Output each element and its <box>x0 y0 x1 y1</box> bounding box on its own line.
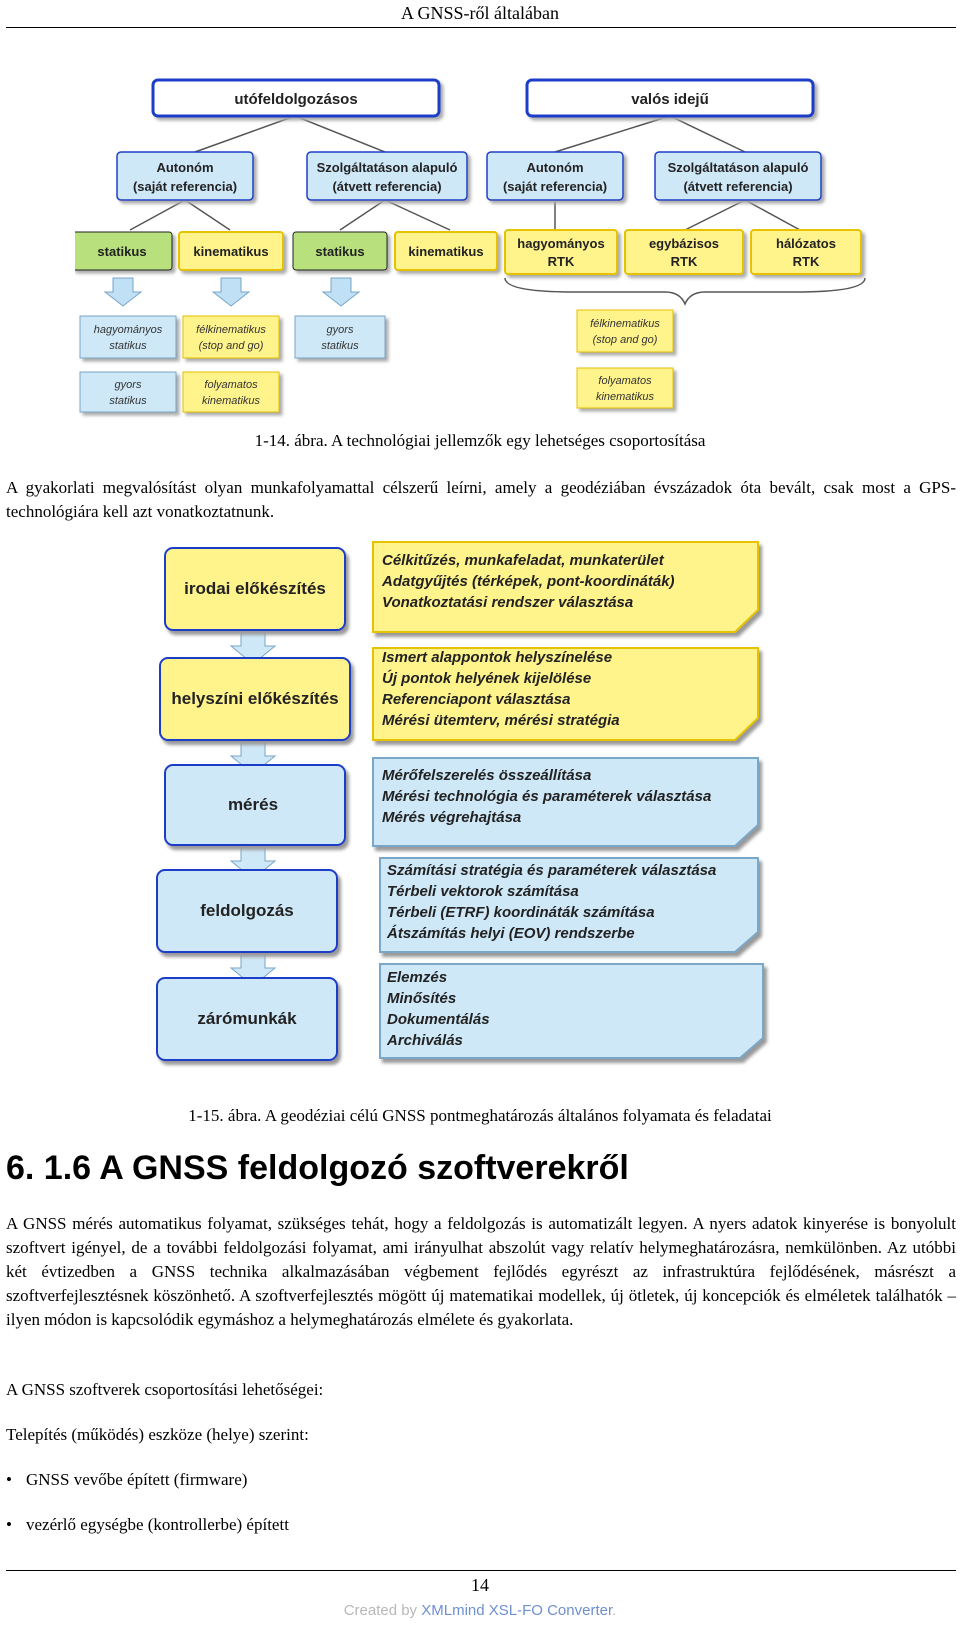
top-right-label: valós idejű <box>631 91 709 108</box>
svg-text:Vonatkoztatási rendszer válasz: Vonatkoztatási rendszer választása <box>382 594 634 611</box>
figure-15-caption: 1-15. ábra. A geodéziai célú GNSS pontmeghatározás általános folyamata és feladatai <box>188 1106 772 1125</box>
svg-text:Átszámítás helyi (EOV) rendsze: Átszámítás helyi (EOV) rendszerbe <box>387 925 635 942</box>
body-paragraph-3: Telepítés (működés) eszköze (helye) szerint: <box>6 1425 309 1444</box>
svg-text:kinematikus: kinematikus <box>595 391 655 403</box>
mid-box-1 <box>117 152 253 200</box>
svg-text:statikus: statikus <box>321 340 359 352</box>
connector-lines <box>130 116 865 304</box>
running-header: A GNSS-ről általában <box>401 3 559 23</box>
svg-text:Célkitűzés, munkafeladat, munk: Célkitűzés, munkafeladat, munkaterület <box>382 552 664 569</box>
svg-text:kinematikus: kinematikus <box>193 244 269 259</box>
step-feldolgozas <box>157 870 337 952</box>
step-zaromunkak <box>157 978 337 1060</box>
svg-text:(saját referencia): (saját referencia) <box>132 179 238 194</box>
figure-technology-diagram <box>75 70 895 420</box>
sub-b2 <box>183 372 279 412</box>
tech-statikus-1 <box>75 232 172 270</box>
svg-text:Mérőfelszerelés összeállítása: Mérőfelszerelés összeállítása <box>382 767 592 784</box>
header-rule <box>6 27 956 28</box>
bullet-icon: • <box>6 1515 12 1534</box>
svg-text:Adatgyűjtés (térképek, pont-ko: Adatgyűjtés (térképek, pont-koordináták) <box>382 573 675 590</box>
svg-text:Referenciapont választása: Referenciapont választása <box>382 691 571 708</box>
tech-statikus-2 <box>293 232 387 270</box>
sub-c1 <box>295 316 385 358</box>
tech-halozatos-rtk <box>751 230 861 274</box>
step-helyszini <box>160 658 350 740</box>
top-box-left <box>153 80 439 116</box>
svg-text:helyszíni előkészítés: helyszíni előkészítés <box>171 689 339 708</box>
tech-egybazisos-rtk <box>625 230 743 274</box>
svg-text:Számítási stratégia és paramét: Számítási stratégia és paraméterek választása <box>387 862 717 879</box>
sub-a2 <box>80 372 176 412</box>
down-arrows <box>105 278 359 306</box>
task-note-5 <box>380 964 763 1058</box>
page-number: 14 <box>471 1575 489 1595</box>
svg-text:Térbeli (ETRF) koordináták szá: Térbeli (ETRF) koordináták számítása <box>387 904 655 921</box>
svg-text:folyamatos: folyamatos <box>204 379 258 391</box>
svg-text:mérés: mérés <box>227 795 279 814</box>
svg-text:folyamatos: folyamatos <box>598 375 652 387</box>
svg-text:Dokumentálás: Dokumentálás <box>387 1011 490 1028</box>
svg-text:gyors: gyors <box>326 324 354 336</box>
task-note-4 <box>380 858 758 952</box>
svg-text:(átvett referencia): (átvett referencia) <box>332 179 442 194</box>
sub-d2 <box>577 368 673 408</box>
sub-d1 <box>577 310 673 352</box>
svg-text:egybázisos: egybázisos <box>648 236 720 251</box>
svg-text:RTK: RTK <box>670 254 698 269</box>
section-heading: 6. 1.6 A GNSS feldolgozó szoftverekről <box>6 1149 629 1187</box>
svg-text:(saját referencia): (saját referencia) <box>502 179 608 194</box>
svg-text:Minősítés: Minősítés <box>387 990 457 1007</box>
mid-box-2 <box>307 152 467 200</box>
step-meres <box>165 765 345 845</box>
tech-kinematikus-1 <box>179 232 283 270</box>
body-paragraph-2: A GNSS szoftverek csoportosítási lehetőségei: <box>6 1380 324 1399</box>
svg-text:zárómunkák: zárómunkák <box>197 1009 297 1028</box>
bullet-icon: • <box>6 1470 12 1489</box>
top-left-label: utófeldolgozásos <box>234 91 358 108</box>
svg-text:kinematikus: kinematikus <box>201 395 261 407</box>
task-note-1 <box>373 542 758 632</box>
svg-text:gyors: gyors <box>114 379 142 391</box>
svg-text:Új pontok helyének kijelölése: Új pontok helyének kijelölése <box>382 670 592 687</box>
top-box-right <box>527 80 813 116</box>
svg-text:feldolgozás: feldolgozás <box>200 901 294 920</box>
svg-text:Mérési ütemterv, mérési straté: Mérési ütemterv, mérési stratégia <box>382 712 620 729</box>
task-note-3 <box>373 758 758 846</box>
arrow-down-icon <box>213 278 249 306</box>
tech-hagyomanyos-rtk <box>505 230 617 274</box>
svg-text:(stop and go): (stop and go) <box>592 334 658 346</box>
svg-text:Térbeli vektorok számítása: Térbeli vektorok számítása <box>387 883 579 900</box>
figure-process-diagram <box>105 540 855 1080</box>
mid-box-4 <box>655 152 821 200</box>
list-item-text: GNSS vevőbe épített (firmware) <box>26 1470 248 1489</box>
svg-text:RTK: RTK <box>547 254 575 269</box>
svg-text:hálózatos: hálózatos <box>776 236 836 251</box>
svg-text:statikus: statikus <box>315 244 365 259</box>
sub-b1 <box>183 316 279 358</box>
svg-text:Szolgáltatáson alapuló: Szolgáltatáson alapuló <box>316 160 458 175</box>
svg-text:Archiválás: Archiválás <box>387 1032 463 1049</box>
svg-text:Szolgáltatáson alapuló: Szolgáltatáson alapuló <box>667 160 809 175</box>
sub-a1 <box>80 316 176 358</box>
svg-text:irodai előkészítés: irodai előkészítés <box>184 579 326 598</box>
svg-text:félkinematikus: félkinematikus <box>196 324 266 336</box>
step-irodai <box>165 548 345 630</box>
converter-credit: Created by XMLmind XSL-FO Converter. <box>343 1602 617 1619</box>
svg-text:Mérés végrehajtása: Mérés végrehajtása <box>382 809 522 826</box>
svg-text:félkinematikus: félkinematikus <box>590 318 660 330</box>
arrow-down-icon <box>105 278 141 306</box>
svg-text:Mérési technológia és paraméte: Mérési technológia és paraméterek választása <box>382 788 712 805</box>
tech-kinematikus-2 <box>395 232 497 270</box>
intro-paragraph: A gyakorlati megvalósítást olyan munkafolyamattal célszerű leírni, amely a geodéziában évszázadok óta bevált, csak most a GPS-technológiára kell azt vonatkoztatnunk. <box>6 478 956 521</box>
svg-text:hagyományos: hagyományos <box>93 324 163 336</box>
converter-brand-link[interactable]: XMLmind XSL-FO Converter <box>421 1602 613 1619</box>
svg-text:statikus: statikus <box>109 340 147 352</box>
svg-text:Autonóm: Autonóm <box>156 160 214 175</box>
svg-text:Elemzés: Elemzés <box>387 969 448 986</box>
body-paragraph-1: A GNSS mérés automatikus folyamat, szükséges tehát, hogy a feldolgozás is automatizált legyen. A nyers adatok kinyerése is bonyolult szoftvert igényel, de a további feldolgozási folyamat, ami irányulhat abszolút vagy relatív helymeghatározásra, nemkülönben. Az utóbbi két évtizedben a GNSS technika alkalmazásában végbement fejlődés egyrészt az infrastruktúra fejlődésének, másrészt a szoftverfejlesztésnek köszönhető. A szoftverfejlesztés mögött új matematikai modellek, új ötletek, új koncepciók és elméletek találhatók – ilyen módon is kapcsolódik egymáshoz a helymeghatározás elmélete és gyakorlata. <box>6 1214 956 1329</box>
svg-text:kinematikus: kinematikus <box>408 244 484 259</box>
svg-text:(átvett referencia): (átvett referencia) <box>683 179 793 194</box>
list-item-text: vezérlő egységbe (kontrollerbe) épített <box>26 1515 289 1534</box>
arrow-down-icon <box>323 278 359 306</box>
footer-rule <box>6 1570 956 1571</box>
task-note-2 <box>373 648 758 740</box>
svg-text:statikus: statikus <box>97 244 147 259</box>
svg-text:(stop and go): (stop and go) <box>198 340 264 352</box>
svg-text:Autonóm: Autonóm <box>526 160 584 175</box>
list-item <box>6 1513 289 1537</box>
svg-text:Ismert alappontok helyszínelés: Ismert alappontok helyszínelése <box>382 649 613 666</box>
svg-text:hagyományos: hagyományos <box>517 236 605 251</box>
mid-box-3 <box>487 152 623 200</box>
figure-14-caption: 1-14. ábra. A technológiai jellemzők egy lehetséges csoportosítása <box>254 431 706 450</box>
list-item <box>6 1468 247 1492</box>
svg-text:statikus: statikus <box>109 395 147 407</box>
svg-text:RTK: RTK <box>792 254 820 269</box>
